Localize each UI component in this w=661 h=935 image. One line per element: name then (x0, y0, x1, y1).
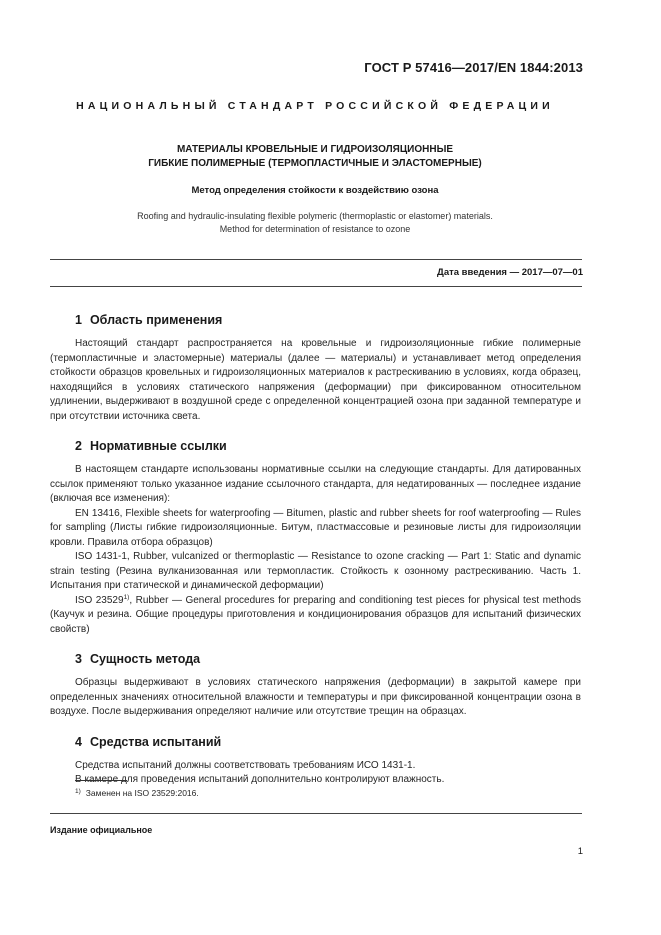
section-heading (50, 438, 581, 454)
title-en (50, 210, 580, 236)
date-divider (50, 286, 582, 287)
document-code: ГОСТ Р 57416—2017/EN 1844:2013 (364, 60, 583, 75)
section-number: 4 (75, 734, 82, 749)
top-divider (50, 259, 582, 260)
title-ru-line-1: МАТЕРИАЛЫ КРОВЕЛЬНЫЕ И ГИДРОИЗОЛЯЦИОННЫЕ (176, 144, 454, 155)
reference-en-13416: EN 13416, Flexible sheets for waterproofing — Bitumen, plastic and rubber sheets for roof waterproofing — Rules for sampling (Листы гибкие гидроизоляционные. Битум, пластмассовые и резиновые листы для гидроизоляции кровли. Правила отбора образцов) (50, 507, 581, 548)
edition-label: Издание официальное (50, 825, 153, 835)
section-heading (50, 312, 581, 328)
section-number: 1 (75, 313, 82, 327)
title-block (50, 143, 580, 236)
section-heading (50, 651, 581, 667)
document-body (50, 312, 581, 802)
national-standard-banner: НАЦИОНАЛЬНЫЙ СТАНДАРТ РОССИЙСКОЙ ФЕДЕРАЦИИ (76, 100, 554, 112)
subtitle-ru: Метод определения стойкости к воздействию озона (191, 185, 439, 196)
paragraph: В настоящем стандарте использованы нормативные ссылки на следующие стандарты. Для датированных ссылок применяют только указанное издание ссылочного стандарта, для недатированных — последнее издание (включая все изменения): (50, 464, 581, 504)
section-heading (50, 734, 581, 750)
section-title: Нормативные ссылки (89, 439, 227, 453)
footer-divider (50, 813, 582, 814)
page-number: 1 (577, 846, 583, 857)
reference-iso-1431-1: ISO 1431-1, Rubber, vulcanized or thermoplastic — Resistance to ozone cracking — Part 1: Static and dynamic strain testing (Резина вулканизованная или термопластик. Стойкость к озонному растрескиванию. Часть 1. Испытания при статической и динамической деформации) (50, 551, 581, 591)
paragraph: Средства испытаний должны соответствовать требованиям ИСО 1431-1. (75, 759, 416, 771)
section-title: Средства испытаний (89, 734, 222, 749)
title-ru-line-2: ГИБКИЕ ПОЛИМЕРНЫЕ (ТЕРМОПЛАСТИЧНЫЕ И ЭЛАСТОМЕРНЫЕ) (148, 158, 482, 169)
reference-iso-23529 (50, 594, 581, 638)
reference-text: , Rubber — General procedures for preparing and conditioning test pieces for physical test methods (Каучук и резина. Общие процедуры приготовления и кондиционирования образцов для испытаний физических свойств) (50, 594, 582, 635)
footnote-marker: 1) (123, 593, 130, 601)
section-title: Сущность метода (89, 652, 201, 666)
footnote-mark: 1) (75, 788, 81, 795)
paragraph: В камере для проведения испытаний дополнительно контролируют влажность. (75, 774, 445, 785)
paragraph: Образцы выдерживают в условиях статического напряжения (деформации) в закрытой камере при определенных значениях относительной влажности и температуры и при фиксированной концентрации озона в воздухе. После выдерживания определяют наличие или отсутствие трещин на образцах. (50, 677, 581, 717)
section-1 (50, 312, 581, 424)
section-number: 3 (75, 652, 82, 666)
footnote-divider (75, 780, 127, 781)
footnote-text: Заменен на ISO 23529:2016. (85, 788, 199, 798)
title-en-line-1: Roofing and hydraulic-insulating flexible polymeric (thermoplastic or elastomer) materials. (137, 211, 493, 221)
section-3 (50, 651, 581, 720)
section-2 (50, 438, 581, 637)
section-4 (50, 734, 581, 788)
effective-date: Дата введения — 2017—07—01 (437, 267, 583, 278)
paragraph: Настоящий стандарт распространяется на кровельные и гидроизоляционные гибкие полимерные (термопластичные и эластомерные) материалы (далее — материалы) и устанавливает метод определения стойкости образцов кровельных и гидроизоляционных материалов к растрескиванию в условиях, когда образец, находящийся в условиях статического напряжения (деформации) при фиксированном относительном удлинении, выдерживают в воздушной среде с определенной концентрацией озона при заданной температуре и при отсутствии источника света. (50, 338, 581, 422)
section-number: 2 (75, 439, 82, 453)
title-en-line-2: Method for determination of resistance to ozone (219, 224, 411, 234)
footnote (75, 788, 199, 798)
section-title: Область применения (89, 313, 223, 327)
reference-code: ISO 23529 (75, 594, 124, 606)
